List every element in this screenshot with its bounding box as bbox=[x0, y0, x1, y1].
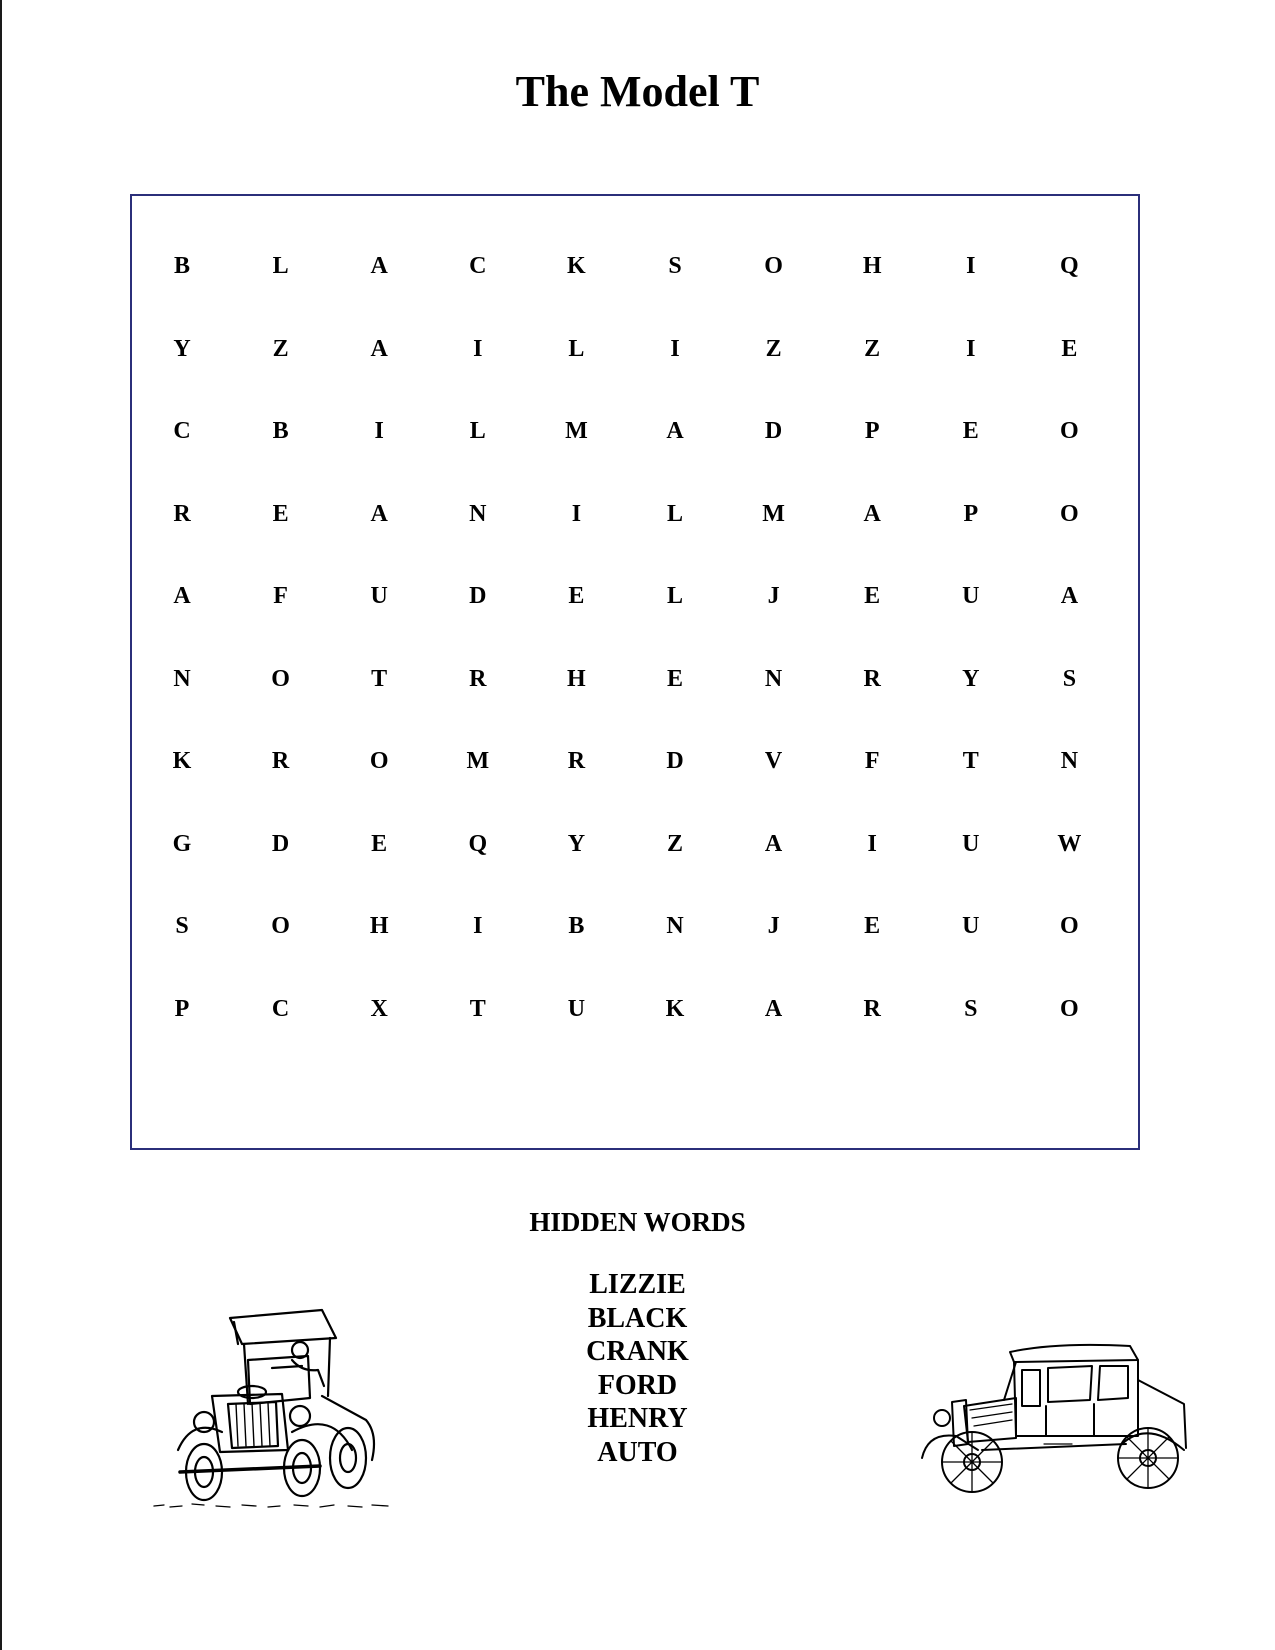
hidden-word: FORD bbox=[597, 1369, 678, 1401]
grid-letter: E bbox=[371, 830, 388, 857]
grid-letter: F bbox=[273, 583, 288, 609]
grid-letter: Q bbox=[468, 830, 488, 857]
grid-letter: T bbox=[962, 748, 979, 774]
grid-letter: I bbox=[966, 253, 976, 279]
grid-letter: D bbox=[469, 583, 487, 609]
grid-letter: D bbox=[666, 748, 684, 774]
grid-letter: L bbox=[272, 253, 289, 279]
grid-letter: O bbox=[764, 253, 783, 279]
grid-letter: L bbox=[469, 418, 486, 444]
grid-letter: J bbox=[767, 583, 780, 609]
grid-letter: Z bbox=[765, 335, 782, 362]
grid-letter: C bbox=[271, 995, 290, 1022]
grid-letter: R bbox=[469, 665, 487, 692]
grid-letter: I bbox=[473, 913, 483, 939]
grid-letter: O bbox=[1060, 913, 1079, 939]
grid-letter: Q bbox=[1060, 253, 1079, 279]
grid-letter: L bbox=[666, 500, 683, 527]
grid-letter: J bbox=[767, 913, 780, 939]
grid-letter: T bbox=[371, 665, 388, 692]
grid-letter: H bbox=[369, 913, 389, 939]
grid-letter: G bbox=[172, 830, 192, 857]
grid-letter: I bbox=[374, 418, 384, 444]
grid-letter: F bbox=[864, 748, 880, 774]
grid-letter: K bbox=[567, 253, 586, 279]
model-t-car-with-driver-illustration bbox=[152, 1300, 392, 1510]
grid-letter: Z bbox=[272, 335, 289, 362]
grid-letter: Z bbox=[864, 335, 881, 362]
grid-letter: A bbox=[764, 830, 783, 857]
grid-letter: X bbox=[370, 995, 388, 1022]
grid-letter: T bbox=[469, 995, 486, 1022]
grid-letter: I bbox=[867, 830, 877, 857]
grid-letter: P bbox=[174, 995, 190, 1022]
grid-letter: I bbox=[966, 335, 976, 362]
grid-letter: N bbox=[666, 913, 684, 939]
grid-letter: H bbox=[862, 253, 882, 279]
grid-letter: Z bbox=[666, 830, 683, 857]
grid-letter: O bbox=[271, 913, 290, 939]
grid-letter: I bbox=[670, 335, 680, 362]
grid-letter: A bbox=[370, 335, 388, 362]
grid-letter: A bbox=[764, 995, 783, 1022]
grid-letter: D bbox=[764, 418, 783, 444]
grid-letter: U bbox=[962, 830, 980, 857]
grid-letter: E bbox=[568, 583, 585, 609]
grid-letter: C bbox=[173, 418, 191, 444]
grid-letter: B bbox=[173, 253, 190, 279]
hidden-word: LIZZIE bbox=[589, 1269, 686, 1300]
grid-letter: C bbox=[469, 253, 487, 279]
hidden-word: AUTO bbox=[597, 1436, 678, 1468]
grid-letter: L bbox=[666, 583, 683, 609]
grid-letter: U bbox=[962, 913, 980, 939]
grid-letter: A bbox=[370, 500, 388, 527]
grid-letter: N bbox=[469, 500, 487, 527]
grid-letter: R bbox=[567, 748, 586, 774]
hidden-words-heading: HIDDEN WORDS bbox=[529, 1207, 746, 1237]
grid-letter: R bbox=[271, 748, 290, 774]
page-title: The Model T bbox=[515, 67, 760, 116]
grid-letter: R bbox=[863, 995, 881, 1022]
grid-letter: P bbox=[864, 418, 880, 444]
grid-letter: O bbox=[369, 748, 389, 774]
grid-letter: E bbox=[962, 418, 979, 444]
grid-letter: Y bbox=[173, 335, 191, 362]
grid-letter: B bbox=[568, 913, 585, 939]
grid-letter: A bbox=[173, 583, 191, 609]
model-t-coupe-illustration bbox=[916, 1340, 1196, 1500]
grid-letter: A bbox=[666, 418, 684, 444]
grid-letter: A bbox=[1060, 583, 1079, 609]
grid-letter: A bbox=[370, 253, 388, 279]
grid-letter: I bbox=[473, 335, 483, 362]
grid-letter: U bbox=[567, 995, 586, 1022]
grid-letter: E bbox=[864, 583, 881, 609]
grid-letter: P bbox=[963, 500, 979, 527]
grid-letter: A bbox=[863, 500, 881, 527]
grid-letter: R bbox=[173, 500, 191, 527]
grid-letter: Y bbox=[962, 665, 980, 692]
grid-letter: E bbox=[666, 665, 683, 692]
grid-letter: K bbox=[172, 748, 192, 774]
grid-letter: E bbox=[272, 500, 289, 527]
grid-letter: S bbox=[964, 995, 978, 1022]
grid-letter: O bbox=[271, 665, 290, 692]
grid-letter: B bbox=[272, 418, 289, 444]
grid-letter: S bbox=[1062, 665, 1077, 692]
grid-letter: S bbox=[175, 913, 189, 939]
grid-letter: N bbox=[1060, 748, 1079, 774]
grid-letter: O bbox=[1060, 995, 1079, 1022]
grid-letter: M bbox=[466, 748, 490, 774]
grid-letter: O bbox=[1060, 418, 1079, 444]
grid-letter: N bbox=[764, 665, 783, 692]
grid-letter: I bbox=[571, 500, 582, 527]
grid-letter: S bbox=[668, 253, 682, 279]
grid-letter: E bbox=[1061, 335, 1078, 362]
word-search-box bbox=[130, 194, 1140, 1150]
grid-letter: D bbox=[271, 830, 290, 857]
grid-letter: L bbox=[568, 335, 585, 362]
grid-letter: N bbox=[173, 665, 191, 692]
grid-letter: M bbox=[565, 418, 588, 444]
grid-letter: W bbox=[1057, 830, 1082, 857]
grid-letter: V bbox=[764, 748, 783, 774]
grid-letter: Y bbox=[567, 830, 586, 857]
hidden-word: CRANK bbox=[586, 1336, 689, 1367]
hidden-word: HENRY bbox=[587, 1403, 688, 1434]
grid-letter: R bbox=[863, 665, 881, 692]
hidden-word: BLACK bbox=[587, 1302, 688, 1334]
grid-letter: H bbox=[567, 665, 586, 692]
grid-letter: M bbox=[762, 500, 785, 527]
grid-letter: U bbox=[962, 583, 980, 609]
grid-letter: O bbox=[1060, 500, 1079, 527]
grid-letter: U bbox=[370, 583, 388, 609]
grid-letter: K bbox=[665, 995, 685, 1022]
grid-letter: E bbox=[864, 913, 881, 939]
